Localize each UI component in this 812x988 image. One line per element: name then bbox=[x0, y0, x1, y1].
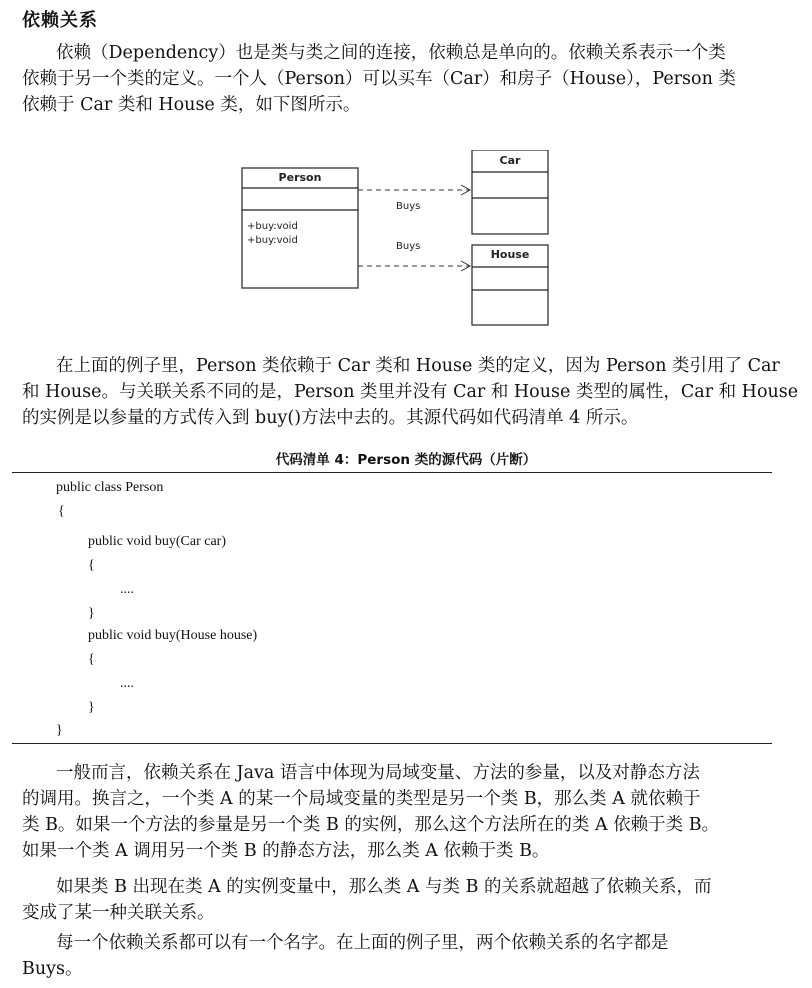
code-line: public class Person bbox=[56, 480, 164, 495]
text-line: 依赖于 Car 类和 House 类，如下图所示。 bbox=[22, 95, 361, 115]
house-class-name: House bbox=[490, 248, 530, 261]
explanation-paragraph bbox=[22, 353, 799, 431]
dependency-arrow-car bbox=[358, 185, 470, 195]
car-class-name: Car bbox=[499, 154, 521, 167]
code-line: } bbox=[56, 723, 63, 738]
paragraph-dependency-in-java bbox=[22, 760, 782, 864]
intro-paragraph bbox=[22, 40, 782, 118]
code-line: } bbox=[88, 606, 95, 621]
code-line: .... bbox=[120, 676, 134, 691]
person-method: +buy:void bbox=[247, 221, 298, 232]
paragraph-dependency-name bbox=[22, 930, 782, 982]
paragraph-association bbox=[22, 874, 782, 926]
code-line: public void buy(House house) bbox=[88, 628, 258, 643]
arrow-label-house: Buys bbox=[396, 241, 421, 252]
code-line: { bbox=[58, 504, 65, 519]
text-line: 类 B。如果一个方法的参量是另一个类 B 的实例，那么这个方法所在的类 A 依赖于类 B。 bbox=[22, 815, 720, 835]
text-line: 每一个依赖关系都可以有一个名字。在上面的例子里，两个依赖关系的名字都是 bbox=[56, 933, 669, 953]
code-line: public void buy(Car car) bbox=[88, 534, 227, 549]
text-line: 的实例是以参量的方式传入到 buy()方法中去的。其源代码如代码清单 4 所示。 bbox=[22, 408, 639, 428]
code-line: { bbox=[88, 652, 95, 667]
text-line: 一般而言，依赖关系在 Java 语言中体现为局域变量、方法的参量，以及对静态方法 bbox=[56, 763, 700, 783]
text-line: 如果一个类 A 调用另一个类 B 的静态方法，那么类 A 依赖于类 B。 bbox=[22, 841, 550, 861]
text-line: Buys。 bbox=[22, 959, 83, 979]
listing-top-rule bbox=[12, 472, 772, 473]
text-line: 依赖于另一个类的定义。一个人（Person）可以买车（Car）和房子（House），Person 类 bbox=[22, 69, 736, 89]
person-method: +buy:void bbox=[247, 235, 298, 246]
code-line: } bbox=[88, 700, 95, 715]
uml-dependency-diagram bbox=[236, 150, 566, 335]
dependency-arrow-house bbox=[358, 261, 470, 271]
listing-caption: 代码清单 4：Person 类的源代码（片断） bbox=[275, 452, 537, 468]
listing-bottom-rule bbox=[12, 743, 772, 744]
text-line: 在上面的例子里，Person 类依赖于 Car 类和 House 类的定义，因为 Person 类引用了 Car bbox=[56, 356, 780, 376]
text-line: 依赖（Dependency）也是类与类之间的连接，依赖总是单向的。依赖关系表示一个类 bbox=[56, 43, 726, 63]
person-class-name: Person bbox=[278, 171, 322, 184]
arrow-label-car: Buys bbox=[396, 201, 421, 212]
section-title: 依赖关系 bbox=[22, 10, 98, 31]
text-line: 的调用。换言之，一个类 A 的某一个局域变量的类型是另一个类 B，那么类 A 就依赖于 bbox=[22, 789, 701, 809]
code-line: { bbox=[88, 558, 95, 573]
text-line: 和 House。与关联关系不同的是，Person 类里并没有 Car 和 House 类型的属性，Car 和 House bbox=[22, 382, 799, 402]
text-line: 变成了某一种关联关系。 bbox=[22, 903, 215, 923]
text-line: 如果类 B 出现在类 A 的实例变量中，那么类 A 与类 B 的关系就超越了依赖关系，而 bbox=[56, 877, 712, 897]
code-line: .... bbox=[120, 582, 134, 597]
